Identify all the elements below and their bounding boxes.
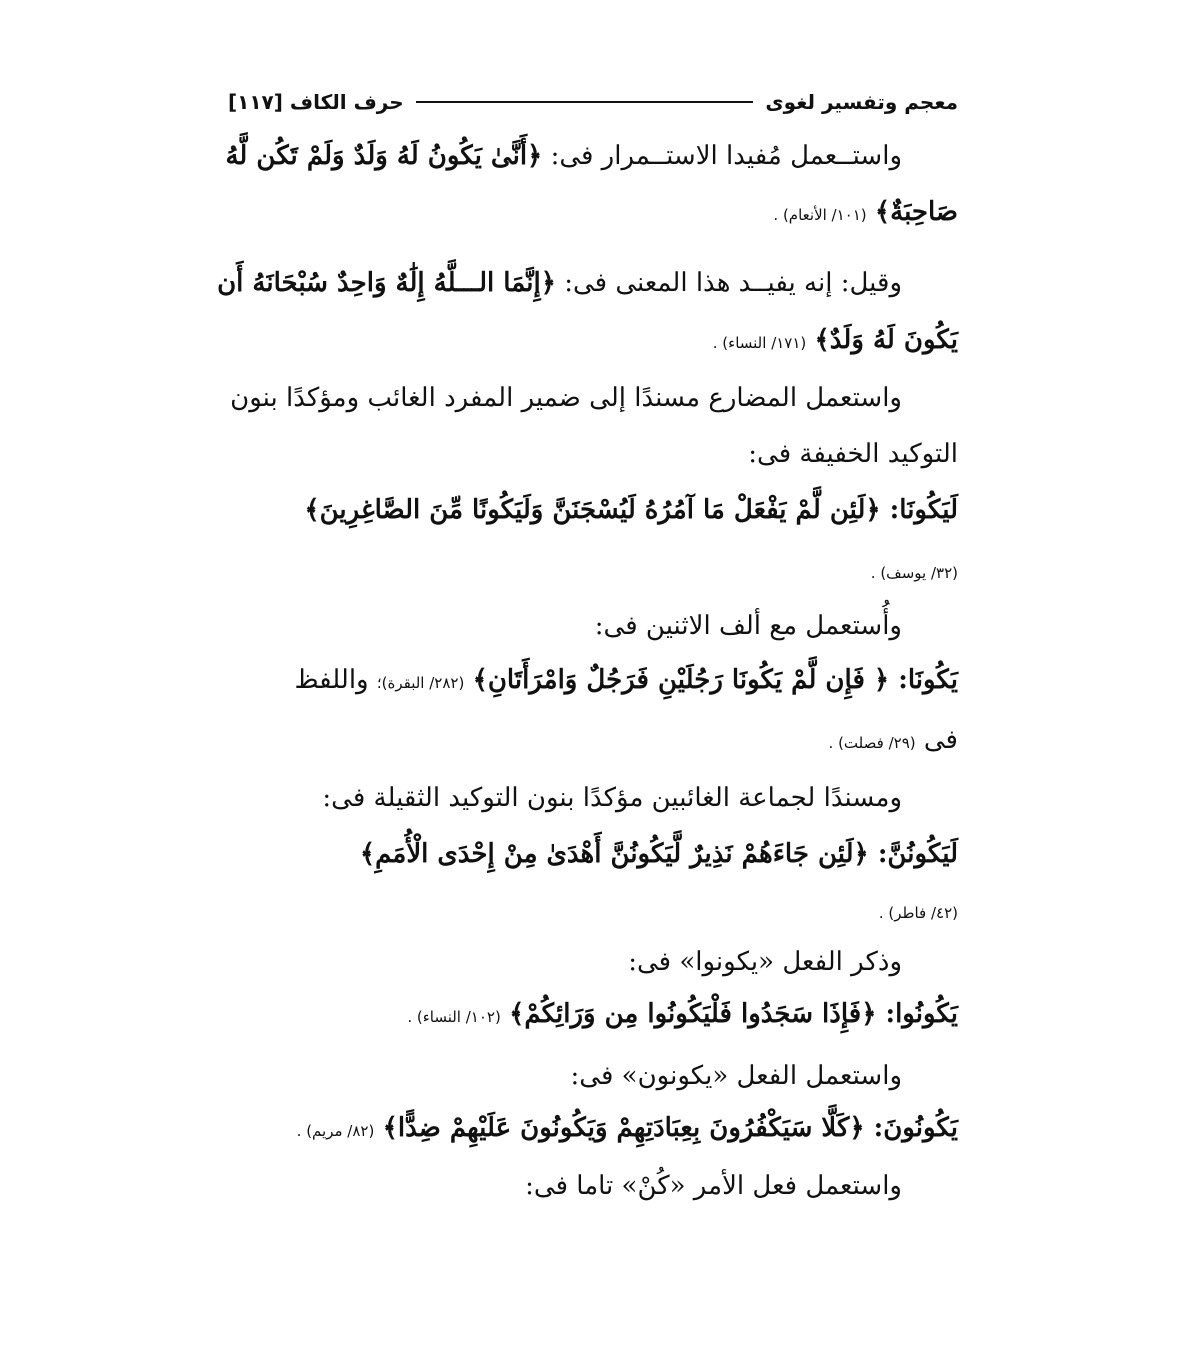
book-page (217, 80, 958, 1201)
verse-reference: (١٧١/ النساء) . (712, 334, 807, 352)
quran-quote: يَكُونُوا: ﴿فَإِذَا سَجَدُوا فَلْيَكُونُوا مِن وَرَائِكُمْ﴾ (509, 999, 958, 1029)
verse-reference: (٣٢/ يوسف) . (870, 564, 958, 582)
text-line: وذكر الفعل «يكونوا» فى: (628, 947, 902, 977)
text-line: يَكُونَا: ﴿ فَإِن لَّمْ يَكُونَا رَجُلَيْنِ فَرَجُلٌ وَامْرَأَتَانِ﴾ (٢٨٢/ البقرة)؛ واللفظ (294, 665, 958, 695)
text-line: واستعمل المضارع مسندًا إلى ضمير المفرد الغائب ومؤكدًا بنون (230, 383, 902, 413)
text-line: فى (٢٩/ فصلت) . (828, 725, 958, 755)
verse-reference: (١٠١/ الأنعام) . (773, 206, 867, 224)
quran-quote: لَيَكُونُنَّ: ﴿لَئِن جَاءَهُمْ نَذِيرٌ لَّيَكُونُنَّ أَهْدَىٰ مِنْ إِحْدَى الْأُمَمِ﴾ (359, 839, 958, 869)
quran-quote: يَكُونَا: ﴿ فَإِن لَّمْ يَكُونَا رَجُلَيْنِ فَرَجُلٌ وَامْرَأَتَانِ﴾ (472, 665, 958, 695)
text-line: واستــعمل مُفيدا الاستــمرار فى: ﴿أَنَّىٰ يَكُونُ لَهُ وَلَدٌ وَلَمْ تَكُن لَّهُ (225, 141, 902, 171)
verse-reference: (٢٨٢/ البقرة)؛ (376, 674, 465, 692)
text-line (228, 320, 958, 363)
text-line: التوكيد الخفيفة فى: (748, 439, 958, 469)
header-title: معجم وتفسير لغوى (765, 90, 958, 114)
verse-reference: (٢٩/ فصلت) . (828, 734, 916, 752)
text-line: وقيل: إنه يفيــد هذا المعنى فى: ﴿إِنَّمَا الـــلَّهُ إِلَٰهٌ وَاحِدٌ سُبْحَانَهُ أَن (217, 268, 902, 298)
text-line: واستعمل فعل الأمر «كُنْ» تاما فى: (525, 1171, 902, 1201)
text-line (228, 1108, 958, 1151)
text-line: وأُستعمل مع ألف الاثنين فى: (594, 611, 902, 641)
text-line: واستعمل الفعل «يكونون» فى: (570, 1061, 902, 1091)
header-section (228, 90, 404, 114)
page-header (228, 80, 958, 124)
header-section-label: حرف الكاف (289, 90, 404, 114)
quran-quote: يَكُونُونَ: ﴿كَلَّا سَيَكْفُرُونَ بِعِبَادَتِهِمْ وَيَكُونُونَ عَلَيْهِمْ ضِدًّا﴾ (382, 1113, 958, 1143)
quran-quote: صَاحِبَةٌ﴾ (874, 197, 958, 227)
quran-quote: ﴿إِنَّمَا الـــلَّهُ إِلَٰهٌ وَاحِدٌ سُبْحَانَهُ أَن (217, 268, 556, 298)
text-line (228, 994, 958, 1037)
verse-reference: (٤٢/ فاطر) . (878, 904, 958, 922)
quran-quote: يَكُونَ لَهُ وَلَدٌ﴾ (814, 325, 958, 355)
quran-quote: لَيَكُونَا: ﴿لَئِن لَّمْ يَفْعَلْ مَا آمُرُهُ لَيُسْجَنَنَّ وَلَيَكُونًا مِّنَ الصَّاغِرِينَ﴾ (304, 495, 958, 525)
quran-quote: ﴿أَنَّىٰ يَكُونُ لَهُ وَلَدٌ وَلَمْ تَكُن لَّهُ (225, 141, 543, 171)
page-number: [١١٧] (228, 90, 283, 114)
header-rule (416, 101, 754, 103)
verse-reference: (١٠٢/ النساء) . (407, 1008, 501, 1026)
text-line: ومسندًا لجماعة الغائبين مؤكدًا بنون التوكيد الثقيلة فى: (322, 783, 902, 813)
text-line (228, 192, 958, 235)
verse-reference: (٨٢/ مريم) . (296, 1122, 375, 1140)
